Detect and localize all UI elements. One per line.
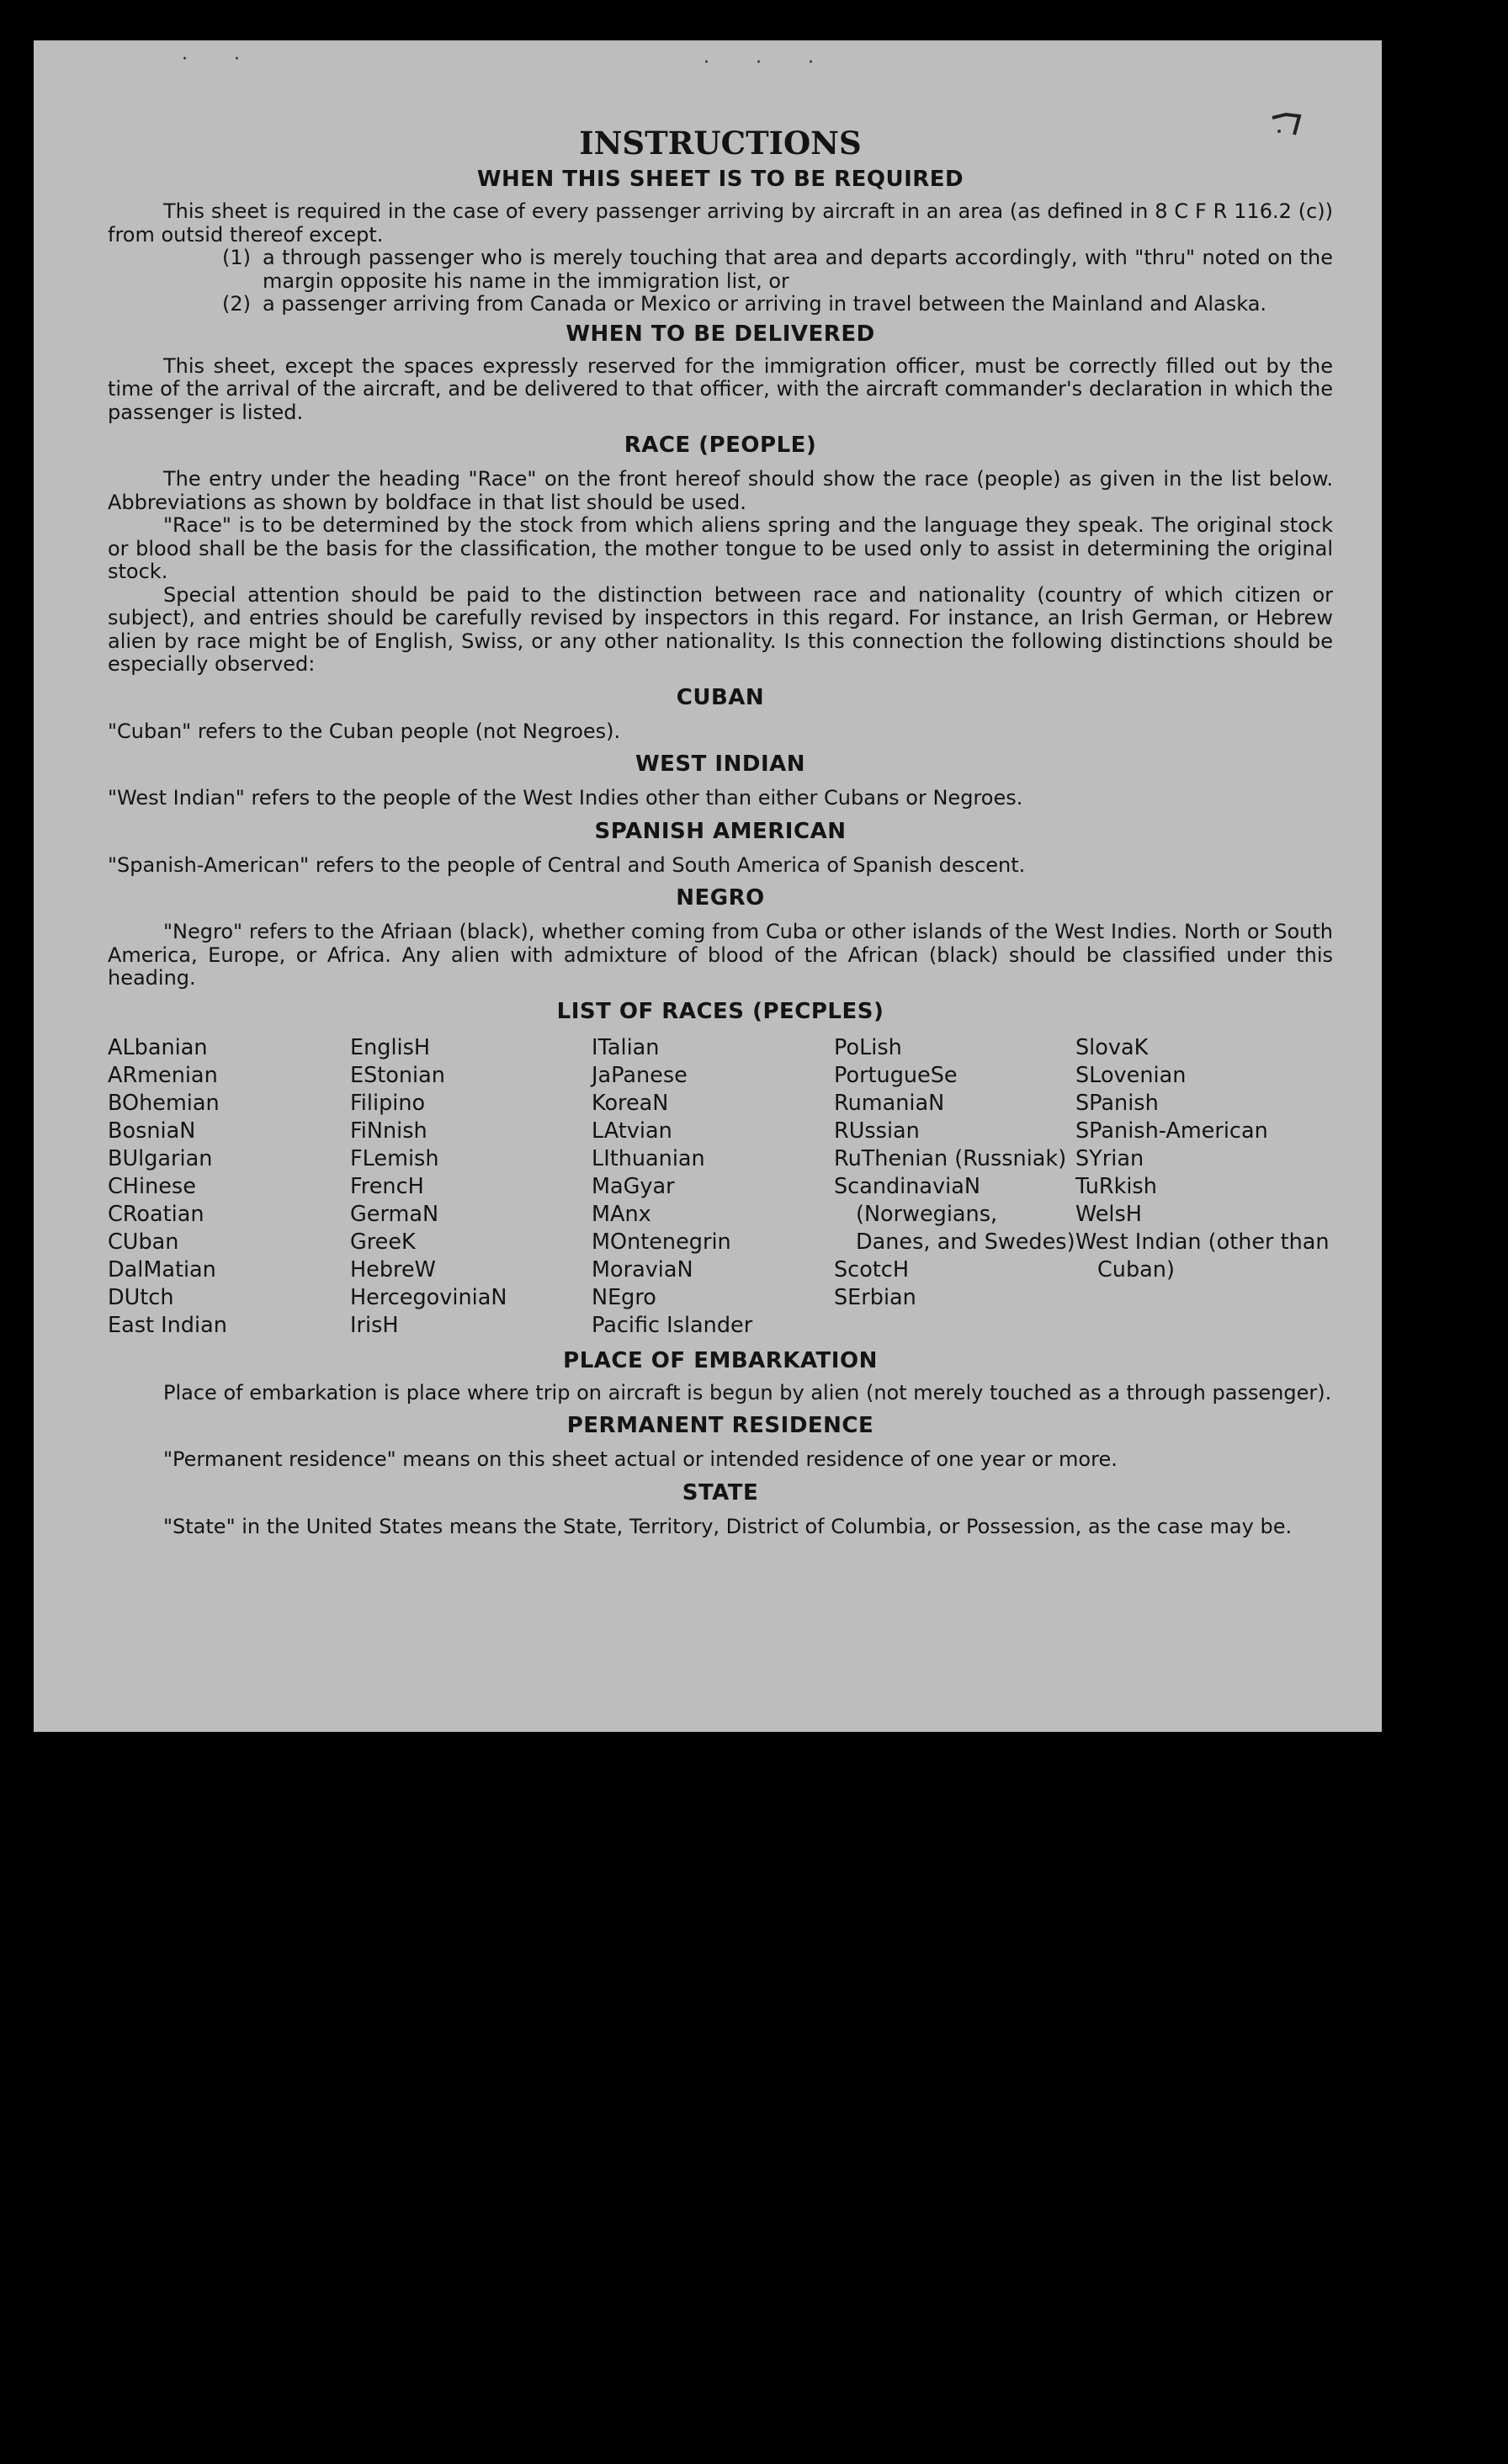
race-entry: EnglisH bbox=[350, 1034, 431, 1060]
section-heading: WHEN THIS SHEET IS TO BE REQUIRED bbox=[476, 167, 964, 192]
race-entry: NEgro bbox=[592, 1284, 656, 1310]
race-entry: EStonian bbox=[350, 1062, 445, 1088]
race-entry: ARmenian bbox=[108, 1062, 218, 1088]
paragraph: "Negro" refers to the Afriaan (black), whether coming from Cuba or other islands of the West Indies. North or South America, Europe, or Africa. Any alien with admixture of blood of the African (black) should be classified under this heading. bbox=[108, 920, 1333, 990]
race-entry: East Indian bbox=[108, 1312, 227, 1338]
race-entry: DUtch bbox=[108, 1284, 174, 1310]
paragraph: The entry under the heading "Race" on the front hereof should show the race (people) as given in the list below. Abbreviations as shown by boldface in that list should be used. bbox=[108, 467, 1333, 514]
race-entry: West Indian (other than Cuban) bbox=[1075, 1229, 1330, 1282]
race-entry: SErbian bbox=[834, 1284, 916, 1310]
section-heading: CUBAN bbox=[676, 684, 765, 710]
race-entry: ITalian bbox=[592, 1034, 660, 1060]
race-entry: RumaniaN bbox=[834, 1090, 945, 1116]
race-entry: LIthuanian bbox=[592, 1145, 705, 1171]
race-entry: SlovaK bbox=[1075, 1034, 1149, 1060]
race-entry: CHinese bbox=[108, 1173, 196, 1199]
races-column bbox=[1075, 1034, 1333, 1340]
race-entry: LAtvian bbox=[592, 1118, 672, 1144]
section-heading: STATE bbox=[682, 1479, 759, 1505]
race-entry: RUssian bbox=[834, 1118, 920, 1144]
race-entry: Pacific Islander bbox=[592, 1312, 753, 1338]
race-entry: Filipino bbox=[350, 1090, 426, 1116]
race-entry: SPanish-American bbox=[1075, 1118, 1268, 1144]
race-entry: SLovenian bbox=[1075, 1062, 1187, 1088]
race-entry: DalMatian bbox=[108, 1256, 216, 1282]
document-sheet bbox=[34, 40, 1382, 1732]
paragraph: Place of embarkation is place where trip on aircraft is begun by alien (not merely touched as a through passenger). bbox=[163, 1380, 1332, 1405]
race-entry: BUlgarian bbox=[108, 1145, 213, 1171]
race-entry: HercegoviniaN bbox=[350, 1284, 507, 1310]
race-entry: KoreaN bbox=[592, 1090, 669, 1116]
page-title: INSTRUCTIONS bbox=[579, 125, 862, 162]
paragraph: Special attention should be paid to the distinction between race and nationality (country of which citizen or subject), and entries should be carefully revised by inspectors in this regard. For instance, an Irish German, or Hebrew alien by race might be of English, Swiss, or any other nationality. Is this connection the following distinctions should be especially observed: bbox=[108, 582, 1333, 676]
race-entry: PoLish bbox=[834, 1034, 902, 1060]
paragraph: "Race" is to be determined by the stock from which aliens spring and the language they speak. The original stock or blood shall be the basis for the classification, the mother tongue to be used only to assist in determining the original stock. bbox=[108, 513, 1333, 583]
paragraph: "West Indian" refers to the people of the West Indies other than either Cubans or Negroes. bbox=[108, 786, 1023, 810]
paragraph: This sheet, except the spaces expressly reserved for the immigration officer, must be correctly filled out by the time of the arrival of the aircraft, and be delivered to that officer, with the aircraft commander's declaration in which the passenger is listed. bbox=[108, 353, 1333, 424]
race-entry: MAnx bbox=[592, 1201, 651, 1227]
list-item bbox=[222, 247, 1333, 293]
item-text: a passenger arriving from Canada or Mexico or arriving in travel between the Mainland and Alaska. bbox=[263, 292, 1267, 316]
races-column bbox=[592, 1034, 834, 1340]
races-heading: LIST OF RACES (PECPLES) bbox=[556, 998, 884, 1024]
section-heading: WHEN TO BE DELIVERED bbox=[566, 321, 875, 347]
races-column bbox=[350, 1034, 592, 1340]
race-entry: MoraviaN bbox=[592, 1256, 693, 1282]
paragraph: This sheet is required in the case of every passenger arriving by aircraft in an area (as defined in 8 C F R 116.2 (c)) from outsid thereof except. bbox=[108, 199, 1333, 247]
race-entry: CRoatian bbox=[108, 1201, 204, 1227]
list-item bbox=[222, 293, 1333, 316]
item-text: a through passenger who is merely touching that area and departs accordingly, with "thru" noted on the margin opposite his name in the immigration list, or bbox=[263, 246, 1333, 293]
race-entry: MOntenegrin bbox=[592, 1229, 731, 1255]
race-entry: JaPanese bbox=[592, 1062, 688, 1088]
race-entry: CUban bbox=[108, 1229, 179, 1255]
section-heading: PERMANENT RESIDENCE bbox=[566, 1413, 874, 1438]
race-entry: RuThenian (Russniak) bbox=[834, 1145, 1067, 1171]
race-entry: GermaN bbox=[350, 1201, 439, 1227]
race-entry: FLemish bbox=[350, 1145, 439, 1171]
paragraph: "State" in the United States means the State, Territory, District of Columbia, or Possession, as the case may be. bbox=[163, 1514, 1293, 1538]
paragraph: "Cuban" refers to the Cuban people (not Negroes). bbox=[108, 719, 621, 743]
race-entry: ScotcH bbox=[834, 1256, 910, 1282]
race-entry: IrisH bbox=[350, 1312, 399, 1338]
race-entry: BOhemian bbox=[108, 1090, 220, 1116]
speck-marks: · · bbox=[182, 49, 260, 70]
paragraph: "Spanish-American" refers to the people of Central and South America of Spanish descent. bbox=[108, 852, 1026, 877]
race-entry: MaGyar bbox=[592, 1173, 675, 1199]
race-entry: ALbanian bbox=[108, 1034, 208, 1060]
item-number: (1) bbox=[222, 246, 251, 269]
section-heading: PLACE OF EMBARKATION bbox=[563, 1347, 878, 1373]
race-entry: SYrian bbox=[1075, 1145, 1144, 1171]
section-heading: SPANISH AMERICAN bbox=[594, 818, 847, 844]
document-content bbox=[108, 126, 1333, 1538]
speck-marks: · · · bbox=[704, 52, 834, 73]
race-entry: FrencH bbox=[350, 1173, 424, 1199]
races-column bbox=[834, 1034, 1075, 1340]
races-list bbox=[108, 1034, 1333, 1340]
races-column bbox=[108, 1034, 350, 1340]
item-number: (2) bbox=[222, 292, 251, 316]
section-heading: RACE (PEOPLE) bbox=[624, 433, 817, 458]
race-entry: GreeK bbox=[350, 1229, 416, 1255]
paragraph: "Permanent residence" means on this sheet actual or intended residence of one year or more. bbox=[163, 1447, 1118, 1471]
race-entry: ScandinaviaN (Norwegians, Danes, and Swedes) bbox=[834, 1173, 1075, 1255]
race-entry: SPanish bbox=[1075, 1090, 1159, 1116]
race-entry: HebreW bbox=[350, 1256, 436, 1282]
race-entry: TuRkish bbox=[1075, 1173, 1157, 1199]
race-entry: BosniaN bbox=[108, 1118, 196, 1144]
race-entry: WelsH bbox=[1075, 1201, 1142, 1227]
section-heading: WEST INDIAN bbox=[635, 751, 806, 777]
section-heading: NEGRO bbox=[676, 885, 765, 911]
race-entry: PortugueSe bbox=[834, 1062, 958, 1088]
race-entry: FiNnish bbox=[350, 1118, 427, 1144]
